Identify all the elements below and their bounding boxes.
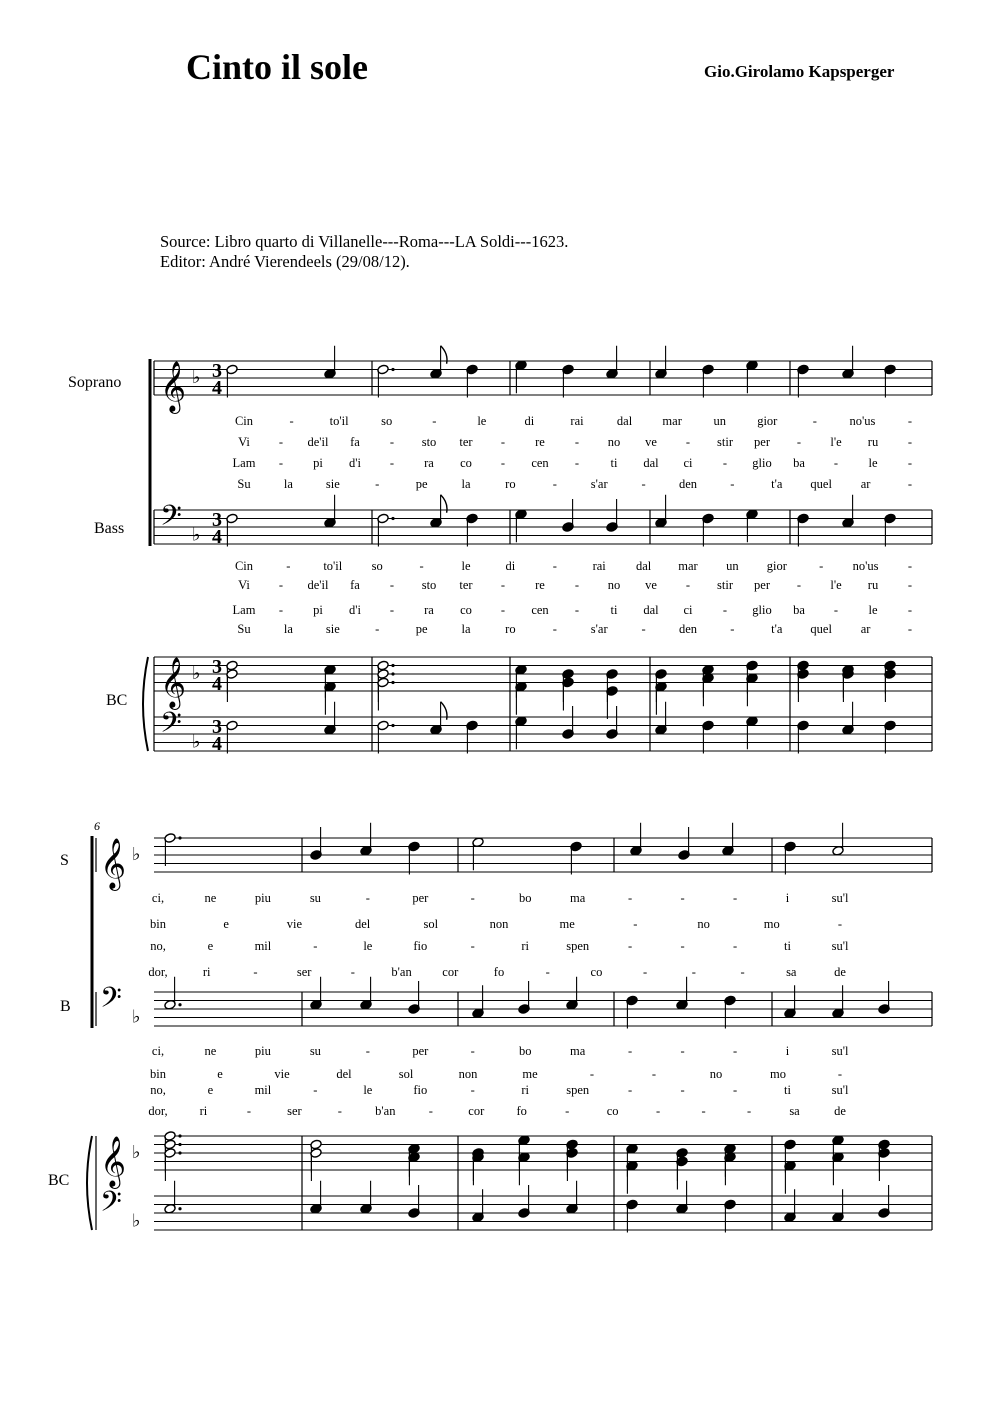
lyric-syllable: - <box>350 965 355 979</box>
lyric-syllable: - <box>796 435 802 449</box>
time-signature-bottom: 4 <box>212 377 222 399</box>
lyric-syllable: sto <box>421 578 437 592</box>
lyric-syllable: ter <box>459 435 473 449</box>
lyric-syllable: - <box>278 435 284 449</box>
lyric-syllable: su <box>309 1044 321 1058</box>
lyric-syllable: - <box>574 578 580 592</box>
lyric-syllable: - <box>685 435 691 449</box>
lyric-syllable: - <box>685 578 691 592</box>
lyric-syllable: cen <box>531 456 549 470</box>
lyric-syllable: - <box>278 578 284 592</box>
lyric-syllable: Lam <box>232 603 256 617</box>
lyric-syllable: ser <box>287 1104 302 1118</box>
source-line: Source: Libro quarto di Villanelle---Roma---LA Soldi---1623. <box>160 232 569 251</box>
lyric-syllable: Su <box>237 477 251 491</box>
part-label-bass: Bass <box>94 520 125 537</box>
piece-title: Cinto il sole <box>186 47 369 87</box>
lyric-syllable: - <box>574 435 580 449</box>
bass-clef: 𝄢 <box>100 1185 122 1226</box>
treble-clef: 𝄞 <box>160 657 187 708</box>
lyric-syllable: ru <box>867 435 879 449</box>
lyric-syllable: e <box>207 1083 214 1097</box>
flat-key-signature: ♭ <box>132 1006 141 1028</box>
lyric-syllable: - <box>470 1083 475 1097</box>
lyric-syllable: di <box>524 414 535 428</box>
lyric-syllable: - <box>552 559 557 573</box>
lyric-syllable: un <box>726 559 739 573</box>
lyric-syllable: ve <box>645 435 657 449</box>
lyric-syllable: - <box>730 477 735 491</box>
lyric-syllable: fio <box>413 939 428 953</box>
lyric-syllable: d'i <box>349 456 361 470</box>
lyric-syllable: t'a <box>771 477 783 491</box>
lyric-syllable: su <box>309 891 321 905</box>
lyric-syllable: - <box>730 622 735 636</box>
lyric-syllable: i <box>785 891 790 905</box>
lyric-syllable: sie <box>325 622 340 636</box>
lyric-syllable: co <box>460 456 472 470</box>
lyric-syllable: b'an <box>375 1104 396 1118</box>
lyric-syllable: per <box>754 578 770 592</box>
lyric-syllable: no, <box>150 1083 166 1097</box>
treble-clef: 𝄞 <box>100 838 127 889</box>
lyric-syllable: - <box>691 965 696 979</box>
lyric-syllable: me <box>522 1067 538 1081</box>
lyric-syllable: - <box>907 559 913 573</box>
augmentation-dot <box>391 681 394 684</box>
lyric-syllable: bo <box>518 891 532 905</box>
time-signature-top: 3 <box>212 509 222 531</box>
lyric-syllable: - <box>812 414 817 428</box>
bass-clef: 𝄢 <box>160 706 182 747</box>
flat-key-signature: ♭ <box>192 663 201 684</box>
lyric-syllable: - <box>837 917 843 931</box>
lyric-syllable: dal <box>643 456 659 470</box>
lyric-syllable: mo <box>770 1067 786 1081</box>
flat-key-signature: ♭ <box>132 1210 141 1232</box>
lyric-syllable: - <box>680 939 685 953</box>
lyric-syllable: ti <box>610 603 618 617</box>
lyric-syllable: mar <box>662 414 682 428</box>
lyric-syllable: - <box>701 1104 706 1118</box>
lyric-syllable: dor, <box>148 1104 168 1118</box>
lyric-syllable: fo <box>516 1104 527 1118</box>
part-label-s: S <box>60 852 69 869</box>
bc-brace <box>87 1136 92 1230</box>
lyric-syllable: - <box>470 1044 475 1058</box>
treble-clef: 𝄞 <box>100 1136 127 1187</box>
lyric-syllable: per <box>412 891 429 905</box>
lyric-syllable: piu <box>254 1044 271 1058</box>
lyric-syllable: ti <box>784 1083 792 1097</box>
lyric-syllable: gior <box>766 559 787 573</box>
lyric-syllable: ti <box>784 939 792 953</box>
bass-clef: 𝄢 <box>100 981 122 1022</box>
augmentation-dot <box>178 1151 181 1154</box>
lyric-syllable: Cin <box>234 559 254 573</box>
lyric-syllable: - <box>286 559 291 573</box>
lyric-syllable: - <box>419 559 424 573</box>
lyric-syllable: sol <box>423 917 439 931</box>
lyric-syllable: - <box>574 603 580 617</box>
lyric-syllable: - <box>375 477 380 491</box>
lyric-syllable: - <box>907 477 913 491</box>
lyric-syllable: la <box>461 477 471 491</box>
lyric-syllable: bin <box>150 1067 166 1081</box>
treble-clef: 𝄞 <box>160 361 187 412</box>
lyric-syllable: ba <box>793 603 805 617</box>
lyric-syllable: fa <box>350 578 360 592</box>
lyric-syllable: ri <box>521 939 530 953</box>
lyric-syllable: - <box>365 891 370 905</box>
lyric-syllable: - <box>289 414 294 428</box>
augmentation-dot <box>178 836 181 839</box>
lyric-syllable: sol <box>398 1067 414 1081</box>
lyric-syllable: gior <box>757 414 778 428</box>
bass-clef: 𝄢 <box>160 499 182 540</box>
lyric-syllable: - <box>545 965 550 979</box>
lyric-syllable: no <box>607 578 621 592</box>
lyric-syllable: vie <box>274 1067 290 1081</box>
lyric-syllable: co <box>590 965 603 979</box>
lyric-syllable: ci <box>683 456 693 470</box>
augmentation-dot <box>391 368 394 371</box>
lyric-syllable: - <box>628 1083 633 1097</box>
lyric-syllable: di <box>505 559 516 573</box>
lyric-syllable: su'l <box>831 939 849 953</box>
lyric-syllable: cen <box>531 603 549 617</box>
lyric-syllable: la <box>283 477 293 491</box>
lyric-syllable: per <box>412 1044 429 1058</box>
lyric-syllable: - <box>651 1067 657 1081</box>
lyric-syllable: ve <box>645 578 657 592</box>
lyric-syllable: - <box>641 477 646 491</box>
lyric-syllable: le <box>868 603 878 617</box>
lyric-syllable: dor, <box>148 965 168 979</box>
lyric-syllable: e <box>207 939 214 953</box>
lyric-syllable: - <box>500 578 506 592</box>
augmentation-dot <box>391 672 394 675</box>
lyric-syllable: no'us <box>852 559 879 573</box>
lyric-syllable: - <box>641 622 646 636</box>
lyric-syllable: - <box>246 1104 252 1118</box>
lyric-syllable: ne <box>204 891 217 905</box>
lyric-syllable: no <box>697 917 710 931</box>
lyric-syllable: la <box>283 622 293 636</box>
lyric-syllable: mar <box>678 559 698 573</box>
lyric-syllable: - <box>732 891 738 905</box>
lyric-syllable: un <box>713 414 726 428</box>
lyric-syllable: to'il <box>323 559 343 573</box>
augmentation-dot <box>178 1134 181 1137</box>
lyric-syllable: me <box>559 917 575 931</box>
lyric-syllable: - <box>470 939 475 953</box>
lyric-syllable: re <box>535 435 545 449</box>
time-signature-top: 3 <box>212 360 222 382</box>
part-label-soprano: Soprano <box>68 374 122 391</box>
lyric-syllable: - <box>428 1104 433 1118</box>
editor-line: Editor: André Vierendeels (29/08/12). <box>160 252 410 271</box>
lyric-syllable: - <box>500 603 506 617</box>
lyric-syllable: rai <box>592 559 606 573</box>
lyric-syllable: de <box>834 1104 846 1118</box>
lyric-syllable: - <box>680 891 685 905</box>
lyric-syllable: ci, <box>151 891 165 905</box>
lyric-syllable: b'an <box>391 965 412 979</box>
lyric-syllable: - <box>432 414 437 428</box>
lyric-syllable: quel <box>810 622 832 636</box>
lyric-syllable: bo <box>518 1044 532 1058</box>
lyric-syllable: pi <box>313 456 323 470</box>
lyric-syllable: sie <box>325 477 340 491</box>
lyric-syllable: pe <box>415 477 428 491</box>
lyric-syllable: - <box>589 1067 595 1081</box>
lyric-syllable: non <box>458 1067 478 1081</box>
lyric-syllable: - <box>819 559 824 573</box>
lyric-syllable: re <box>535 578 545 592</box>
lyric-syllable: - <box>907 622 913 636</box>
flat-key-signature: ♭ <box>132 1142 141 1163</box>
lyric-syllable: ma <box>570 891 586 905</box>
lyric-syllable: e <box>217 1067 223 1081</box>
lyric-syllable: ra <box>424 456 434 470</box>
lyric-syllable: Vi <box>238 578 250 592</box>
lyric-syllable: no'us <box>849 414 876 428</box>
lyric-syllable: rai <box>570 414 584 428</box>
composer-name: Gio.Girolamo Kapsperger <box>704 62 895 81</box>
lyric-syllable: - <box>907 578 913 592</box>
flat-key-signature: ♭ <box>192 731 201 753</box>
lyric-syllable: del <box>336 1067 352 1081</box>
lyric-syllable: - <box>278 603 284 617</box>
lyric-syllable: mil <box>254 1083 272 1097</box>
lyric-syllable: - <box>740 965 745 979</box>
lyric-syllable: - <box>907 435 913 449</box>
lyric-syllable: - <box>470 891 475 905</box>
time-signature-top: 3 <box>212 656 222 678</box>
lyric-syllable: sa <box>786 965 797 979</box>
augmentation-dot <box>391 724 394 727</box>
lyric-syllable: s'ar <box>590 477 608 491</box>
lyric-syllable: - <box>722 456 728 470</box>
lyric-syllable: no, <box>150 939 166 953</box>
lyric-syllable: per <box>754 435 770 449</box>
lyric-syllable: Su <box>237 622 251 636</box>
lyric-syllable: le <box>363 939 373 953</box>
flat-key-signature: ♭ <box>192 367 201 388</box>
lyric-syllable: - <box>628 891 633 905</box>
augmentation-dot <box>178 1003 181 1006</box>
lyric-syllable: pe <box>415 622 428 636</box>
time-signature-bottom: 4 <box>212 526 222 548</box>
lyric-syllable: cor <box>468 1104 485 1118</box>
lyric-syllable: l'e <box>830 435 842 449</box>
lyric-syllable: e <box>223 917 229 931</box>
lyric-syllable: ar <box>860 477 871 491</box>
lyric-syllable: glio <box>752 456 772 470</box>
lyric-syllable: - <box>628 939 633 953</box>
lyric-syllable: no <box>607 435 621 449</box>
lyric-syllable: glio <box>752 603 772 617</box>
lyric-syllable: so <box>381 414 393 428</box>
lyric-syllable: del <box>354 917 371 931</box>
lyric-syllable: - <box>253 965 258 979</box>
lyric-syllable: co <box>606 1104 619 1118</box>
lyric-syllable: - <box>389 603 395 617</box>
lyric-syllable: cor <box>442 965 459 979</box>
lyric-syllable: de <box>834 965 846 979</box>
lyric-syllable: - <box>680 1083 685 1097</box>
lyric-syllable: - <box>656 1104 661 1118</box>
lyric-syllable: dal <box>643 603 659 617</box>
lyric-syllable: - <box>552 477 557 491</box>
lyric-syllable: no <box>709 1067 723 1081</box>
lyric-syllable: su'l <box>831 1044 849 1058</box>
lyric-syllable: ma <box>570 1044 586 1058</box>
lyric-syllable: fio <box>413 1083 428 1097</box>
lyric-syllable: mil <box>254 939 272 953</box>
lyric-syllable: pi <box>313 603 323 617</box>
time-signature-bottom: 4 <box>212 673 222 695</box>
lyric-syllable: - <box>278 456 284 470</box>
lyric-syllable: ro <box>505 477 516 491</box>
lyric-syllable: - <box>565 1104 570 1118</box>
lyric-syllable: Cin <box>234 414 254 428</box>
lyric-syllable: - <box>313 1083 318 1097</box>
measure-number: 6 <box>94 819 100 833</box>
lyric-syllable: - <box>833 456 839 470</box>
lyric-syllable: de'il <box>307 578 329 592</box>
lyric-syllable: le <box>477 414 487 428</box>
lyric-syllable: la <box>461 622 471 636</box>
lyric-syllable: piu <box>254 891 271 905</box>
lyric-syllable: - <box>375 622 380 636</box>
lyric-syllable: sto <box>421 435 437 449</box>
lyric-syllable: le <box>363 1083 373 1097</box>
lyric-syllable: spen <box>566 939 590 953</box>
augmentation-dot <box>178 1143 181 1146</box>
lyric-syllable: - <box>633 917 638 931</box>
time-signature-top: 3 <box>212 716 222 738</box>
augmentation-dot <box>391 517 394 520</box>
lyric-syllable: - <box>389 435 395 449</box>
lyric-syllable: - <box>746 1104 752 1118</box>
lyric-syllable: ri <box>199 1104 208 1118</box>
lyric-syllable: - <box>680 1044 685 1058</box>
lyric-syllable: le <box>461 559 471 573</box>
lyric-syllable: - <box>732 939 738 953</box>
lyric-syllable: spen <box>566 1083 590 1097</box>
lyric-syllable: ci, <box>151 1044 165 1058</box>
lyric-syllable: ar <box>860 622 871 636</box>
lyric-syllable: s'ar <box>590 622 608 636</box>
lyric-syllable: su'l <box>831 1083 849 1097</box>
lyric-syllable: vie <box>286 917 303 931</box>
lyric-syllable: - <box>732 1044 738 1058</box>
lyric-syllable: - <box>628 1044 633 1058</box>
lyric-syllable: quel <box>810 477 832 491</box>
lyric-syllable: - <box>907 456 913 470</box>
lyric-syllable: den <box>678 477 698 491</box>
lyric-syllable: - <box>313 939 318 953</box>
lyric-syllable: de'il <box>307 435 329 449</box>
lyric-syllable: to'il <box>329 414 349 428</box>
lyric-syllable: ri <box>521 1083 530 1097</box>
lyric-syllable: su'l <box>831 891 849 905</box>
lyric-syllable: - <box>365 1044 370 1058</box>
lyric-syllable: - <box>907 414 913 428</box>
lyric-syllable: so <box>371 559 383 573</box>
lyric-syllable: ra <box>424 603 434 617</box>
lyric-syllable: ci <box>683 603 693 617</box>
lyric-syllable: le <box>868 456 878 470</box>
lyric-syllable: Lam <box>232 456 256 470</box>
part-label-bc-2: BC <box>48 1172 70 1189</box>
lyric-syllable: den <box>678 622 698 636</box>
augmentation-dot <box>391 664 394 667</box>
lyric-syllable: ne <box>204 1044 217 1058</box>
lyric-syllable: sa <box>789 1104 800 1118</box>
lyric-syllable: stir <box>717 435 733 449</box>
lyric-syllable: ter <box>459 578 473 592</box>
lyric-syllable: - <box>722 603 728 617</box>
lyric-syllable: i <box>785 1044 790 1058</box>
lyric-syllable: - <box>643 965 648 979</box>
lyric-syllable: - <box>837 1067 843 1081</box>
lyric-syllable: - <box>389 578 395 592</box>
lyric-syllable: bin <box>150 917 166 931</box>
lyric-syllable: ru <box>867 578 879 592</box>
lyric-syllable: fa <box>350 435 360 449</box>
lyric-syllable: - <box>574 456 580 470</box>
lyric-syllable: - <box>552 622 557 636</box>
lyric-syllable: co <box>460 603 472 617</box>
lyric-syllable: - <box>833 603 839 617</box>
time-signature-bottom: 4 <box>212 733 222 755</box>
part-label-bc: BC <box>106 692 128 709</box>
lyric-syllable: ba <box>793 456 805 470</box>
lyric-syllable: - <box>796 578 802 592</box>
lyric-syllable: ti <box>610 456 618 470</box>
flat-key-signature: ♭ <box>192 524 201 546</box>
lyric-syllable: l'e <box>830 578 842 592</box>
lyric-syllable: - <box>500 456 506 470</box>
lyric-syllable: stir <box>717 578 733 592</box>
bc-brace <box>143 657 148 751</box>
lyric-syllable: dal <box>635 559 652 573</box>
flat-key-signature: ♭ <box>132 844 141 865</box>
lyric-syllable: dal <box>616 414 633 428</box>
lyric-syllable: ri <box>202 965 211 979</box>
lyric-syllable: ro <box>505 622 516 636</box>
lyric-syllable: Vi <box>238 435 250 449</box>
lyric-syllable: d'i <box>349 603 361 617</box>
lyric-syllable: - <box>732 1083 738 1097</box>
lyric-syllable: non <box>489 917 509 931</box>
lyric-syllable: - <box>337 1104 342 1118</box>
lyric-syllable: ser <box>296 965 312 979</box>
lyric-syllable: - <box>907 603 913 617</box>
part-label-b: B <box>60 998 71 1015</box>
lyric-syllable: mo <box>763 917 780 931</box>
lyric-syllable: t'a <box>771 622 783 636</box>
lyric-syllable: - <box>500 435 506 449</box>
augmentation-dot <box>178 1207 181 1210</box>
lyric-syllable: fo <box>493 965 505 979</box>
lyric-syllable: - <box>389 456 395 470</box>
